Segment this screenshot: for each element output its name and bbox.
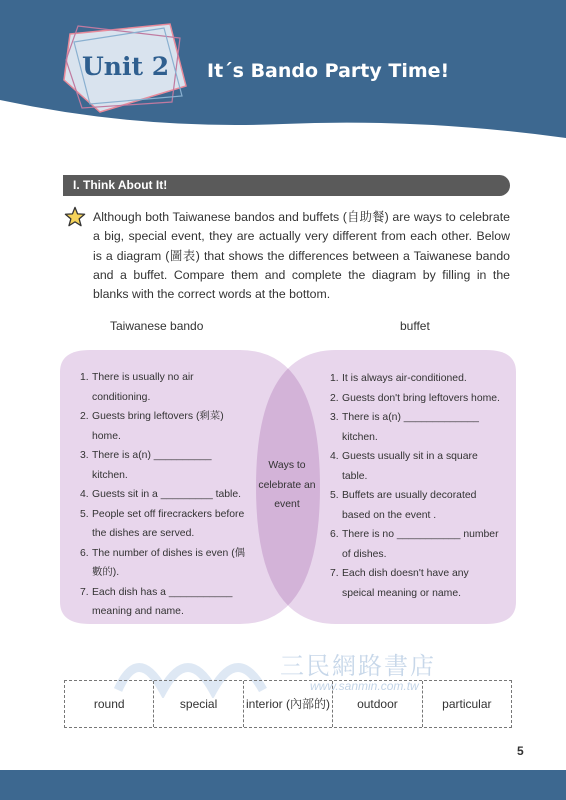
word-bank-item: particular (442, 696, 492, 711)
venn-left-label: Taiwanese bando (110, 319, 204, 333)
venn-center-text: Ways to celebrate an event (258, 460, 316, 510)
list-item: 1. It is always air-conditioned. (330, 373, 467, 384)
unit-label: Unit 2 (82, 52, 170, 81)
buffet-list (330, 369, 502, 603)
list-item: 1. There is usually no air conditioning. (80, 372, 194, 403)
list-item: 2. Guests bring leftovers (剩菜) home. (80, 411, 224, 442)
star-icon (64, 206, 86, 228)
word-bank-item: round (65, 681, 154, 727)
list-item: 7. Each dish doesn't have any speical meaning or name. (330, 568, 469, 599)
list-item: 4. Guests sit in a _________ table. (80, 489, 242, 500)
section-title: I. Think About It! (73, 178, 168, 192)
list-item: 7. Each dish has a ___________ meaning and name. (80, 586, 233, 617)
word-bank (64, 680, 512, 728)
instructions-text: Although both Taiwanese bandos and buffets (自助餐) are ways to celebrate a big, special event, they are actually very different from each other. Below is a diagram (圖表) that shows the differences between a Taiwanese bando and a buffet. Compare them and complete the diagram by filling in the blanks with the correct words at the bottom. (93, 210, 510, 302)
word-bank-item: special (154, 681, 243, 727)
watermark-name: 三民網路書店 (280, 652, 436, 680)
venn-right-label: buffet (400, 319, 430, 333)
list-item: 3. There is a(n) __________ kitchen. (80, 450, 212, 481)
section-header (63, 175, 510, 196)
list-item: 5. Buffets are usually decorated based on the event . (330, 490, 477, 521)
page-title: It´s Bando Party Time! (207, 60, 450, 82)
list-item: 5. People set off firecrackers before the dishes are served. (80, 508, 245, 539)
watermark-url: www.sanmin.com.tw (310, 679, 419, 693)
page-number: 5 (517, 744, 524, 758)
list-item: 3. There is a(n) _____________ kitchen. (330, 412, 479, 443)
list-item: 6. There is no ___________ number of dishes. (330, 529, 499, 560)
list-item: 2. Guests don't bring leftovers home. (330, 392, 500, 404)
word-bank-item: interior (內部的) (244, 681, 333, 727)
list-item: 4. Guests usually sit in a square table. (330, 451, 478, 482)
word-bank-item: outdoor (333, 681, 422, 727)
footer-bar (0, 770, 566, 800)
bando-list (80, 368, 250, 622)
list-item: 6. The number of dishes is even (偶數的). (80, 547, 246, 578)
